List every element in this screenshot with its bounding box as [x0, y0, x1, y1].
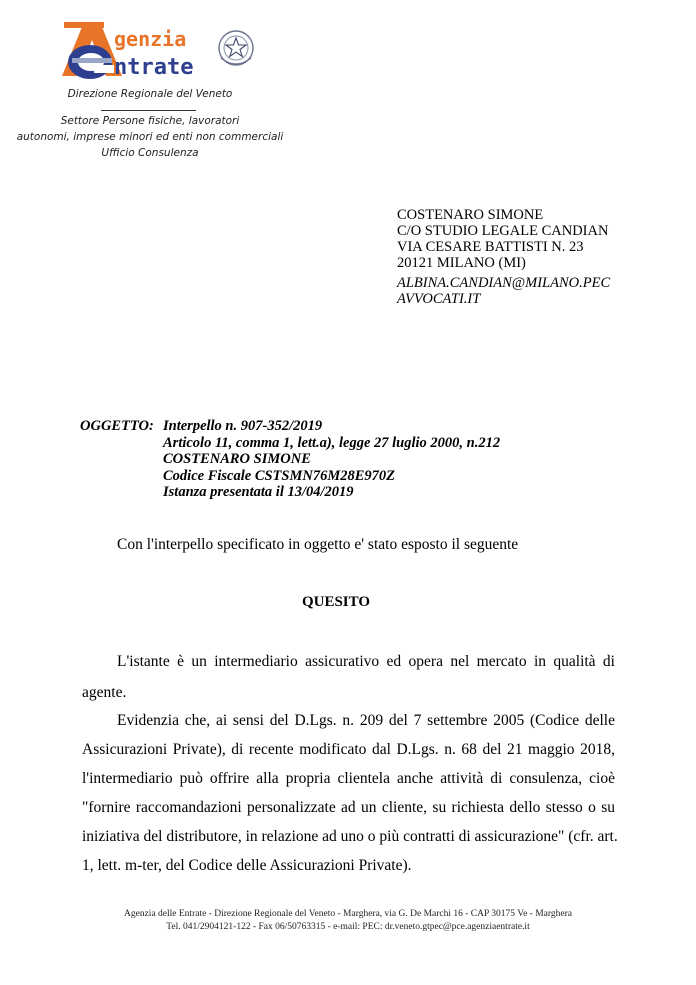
- subject-line-2: Articolo 11, comma 1, lett.a), legge 27 luglio 2000, n.212: [163, 434, 501, 451]
- body-line-7: iniziativa del distributore, in relazione ad uno o più contratti di assicurazione" (cfr. art.: [82, 828, 618, 845]
- section-title: QUESITO: [301, 594, 371, 610]
- body-line-6: "fornire raccomandazioni personalizzate ad un cliente, su richiesta dello stesso o su: [82, 799, 615, 816]
- office-name: Direzione Regionale del Veneto: [67, 88, 233, 100]
- subject-label: OGGETTO:: [80, 418, 154, 434]
- logo-line1: genzia: [114, 27, 187, 51]
- sector-line-3: Ufficio Consulenza: [101, 147, 199, 159]
- logo-line2: ntrate: [114, 55, 194, 80]
- logo-graphic: [58, 18, 258, 82]
- italian-emblem-icon: [219, 31, 253, 65]
- recipient-name: COSTENARO SIMONE: [397, 207, 544, 223]
- body-line-4: Assicurazioni Private), di recente modificato dal D.Lgs. n. 68 del 21 maggio 2018,: [82, 741, 615, 758]
- recipient-care-of: C/O STUDIO LEGALE CANDIAN: [397, 223, 609, 239]
- footer-contacts: Tel. 041/2904121-122 - Fax 06/50763315 - e-mail: PEC: dr.veneto.gtpec@pce.agenziaentrate.it: [166, 922, 530, 932]
- body-line-5: l'intermediario può offrire alla propria clientela anche attività di consulenza, cioè: [82, 770, 615, 787]
- body-line-1: L'istante è un intermediario assicurativo ed opera nel mercato in qualità di: [117, 653, 615, 670]
- subject-line-3: COSTENARO SIMONE: [163, 451, 311, 467]
- logo-a-bar: [64, 22, 104, 28]
- sector-line-2: autonomi, imprese minori ed enti non commerciali: [16, 131, 284, 143]
- intro-text: Con l'interpello specificato in oggetto e' stato esposto il seguente: [117, 536, 519, 553]
- recipient-pec-2: AVVOCATI.IT: [397, 291, 481, 307]
- subject-line-5: Istanza presentata il 13/04/2019: [163, 484, 354, 500]
- subject-line-1: Interpello n. 907-352/2019: [163, 418, 323, 434]
- footer-address: Agenzia delle Entrate - Direzione Regionale del Veneto - Marghera, via G. De Marchi 16 - CAP 30175 Ve - Marghera: [124, 909, 572, 919]
- recipient-city: 20121 MILANO (MI): [397, 255, 526, 271]
- recipient-pec-1: ALBINA.CANDIAN@MILANO.PEC: [397, 275, 611, 291]
- body-line-3: Evidenzia che, ai sensi del D.Lgs. n. 209 del 7 settembre 2005 (Codice delle: [117, 712, 615, 729]
- subject-line-4: Codice Fiscale CSTSMN76M28E970Z: [163, 467, 396, 484]
- header-divider: [101, 110, 196, 111]
- body-line-8: 1, lett. m-ter, del Codice delle Assicurazioni Private).: [82, 857, 412, 874]
- recipient-street: VIA CESARE BATTISTI N. 23: [397, 239, 584, 255]
- body-line-2: agente.: [82, 684, 127, 701]
- agenzia-entrate-logo: [58, 18, 258, 82]
- sector-line-1: Settore Persone fisiche, lavoratori: [60, 115, 240, 127]
